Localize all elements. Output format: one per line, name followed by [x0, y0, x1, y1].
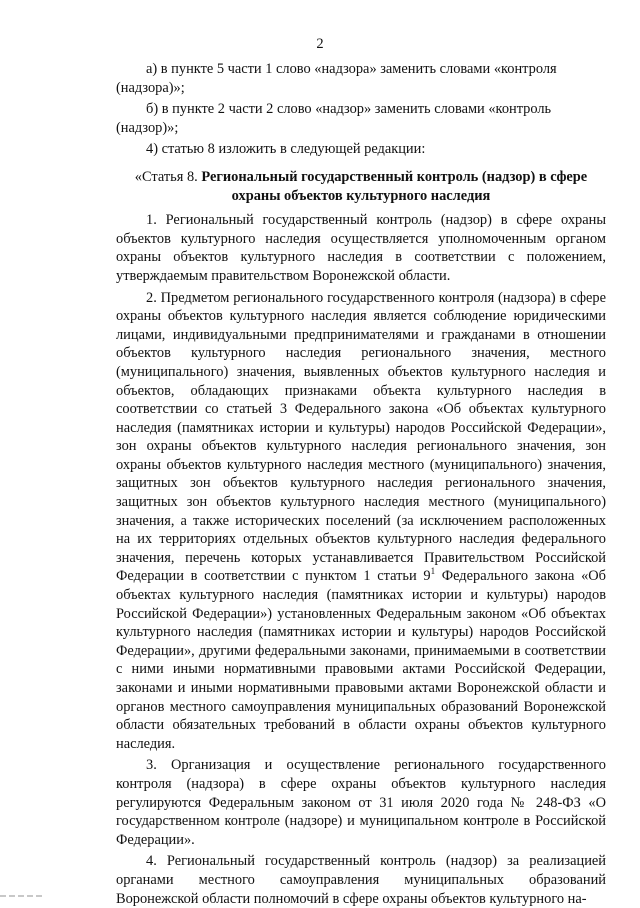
article-heading: [116, 168, 606, 205]
amendment-item-4: 4) статью 8 изложить в следующей редакции:: [146, 141, 426, 158]
paragraph-3: 3. Организация и осуществление регионального государственного контроля (надзора) в сфере охраны объектов культурного наследия регулируются Федеральным законом от 31 июля 2020 года № 248-ФЗ «О государственном контроле (надзоре) и муниципальном контроле в Российской Федерации».: [116, 757, 606, 848]
amendment-item-b-line1: б) в пункте 2 части 2 слово «надзор» заменить словами «контроль: [146, 101, 552, 118]
scan-artifact: [0, 884, 60, 890]
paragraph-2-part-b: Федерального закона «Об объектах культурного наследия (памятниках истории и культуры) народов Российской Федерации») установленных Федеральным законом «Об объектах культурного наследия (памятниках истории и культуры) народов Российской Федерации», другими федеральными законами, принимаемыми в соответствии с ними иными нормативными правовыми актами Российской Федерации, законами и иными нормативными правовыми актами Воронежской области и органов местного самоуправления муниципальных образований Воронежской области обязательных требований в области охраны объектов культурного наследия.: [116, 568, 606, 752]
amendment-item-b-line2: (надзор)»;: [116, 119, 179, 136]
paragraph-2-part-a: 2. Предметом регионального государственного контроля (надзора) в сфере охраны объектов культурного наследия является соблюдение юридическими лицами, индивидуальными предпринимателями и гражданами в отношении объектов культурного наследия регионального значения, местного (муниципального) значения, выявленных объектов культурного наследия и объектов, обладающих признаками объекта культурного наследия в соответствии со статьей 3 Федерального закона «Об объектах культурного наследия (памятниках истории и культуры) народов Российской Федерации», зон охраны объектов культурного наследия регионального значения, зон охраны объектов культурного наследия местного (муниципального) значения, защитных зон объектов культурного наследия регионального значения, защитных зон объектов культурного наследия местного (муниципального) значения, а также исторических поселений (за исключением расположенных на их территориях отдельных объектов культурного наследия федерального значения, перечень которых устанавливается Правительством Российской Федерации в соответствии с пунктом 1 статьи 9: [116, 289, 606, 585]
amendment-item-a-line1: а) в пункте 5 части 1 слово «надзора» заменить словами «контроля: [146, 61, 557, 77]
article-superscript: 1: [430, 565, 436, 576]
paragraph-1: 1. Региональный государственный контроль (надзор) в сфере охраны объектов культурного наследия осуществляется уполномоченным органом охраны объектов культурного наследия в соответствии с положением, утверждаемым правительством Воронежской области.: [116, 212, 606, 284]
page-number: 2: [316, 36, 324, 52]
document-body: [116, 60, 606, 908]
amendment-item-a-line2: (надзора)»;: [116, 79, 185, 96]
article-prefix: «Статья 8.: [134, 168, 198, 185]
paragraph-4: 4. Региональный государственный контроль (надзор) за реализацией органами местного самоуправления муниципальных образований Воронежской области полномочий в сфере охраны объектов культурного на-: [116, 853, 606, 907]
paragraph-2: [116, 289, 606, 754]
article-title: Региональный государственный контроль (надзор) в сфере охраны объектов культурного наследия: [201, 168, 588, 204]
